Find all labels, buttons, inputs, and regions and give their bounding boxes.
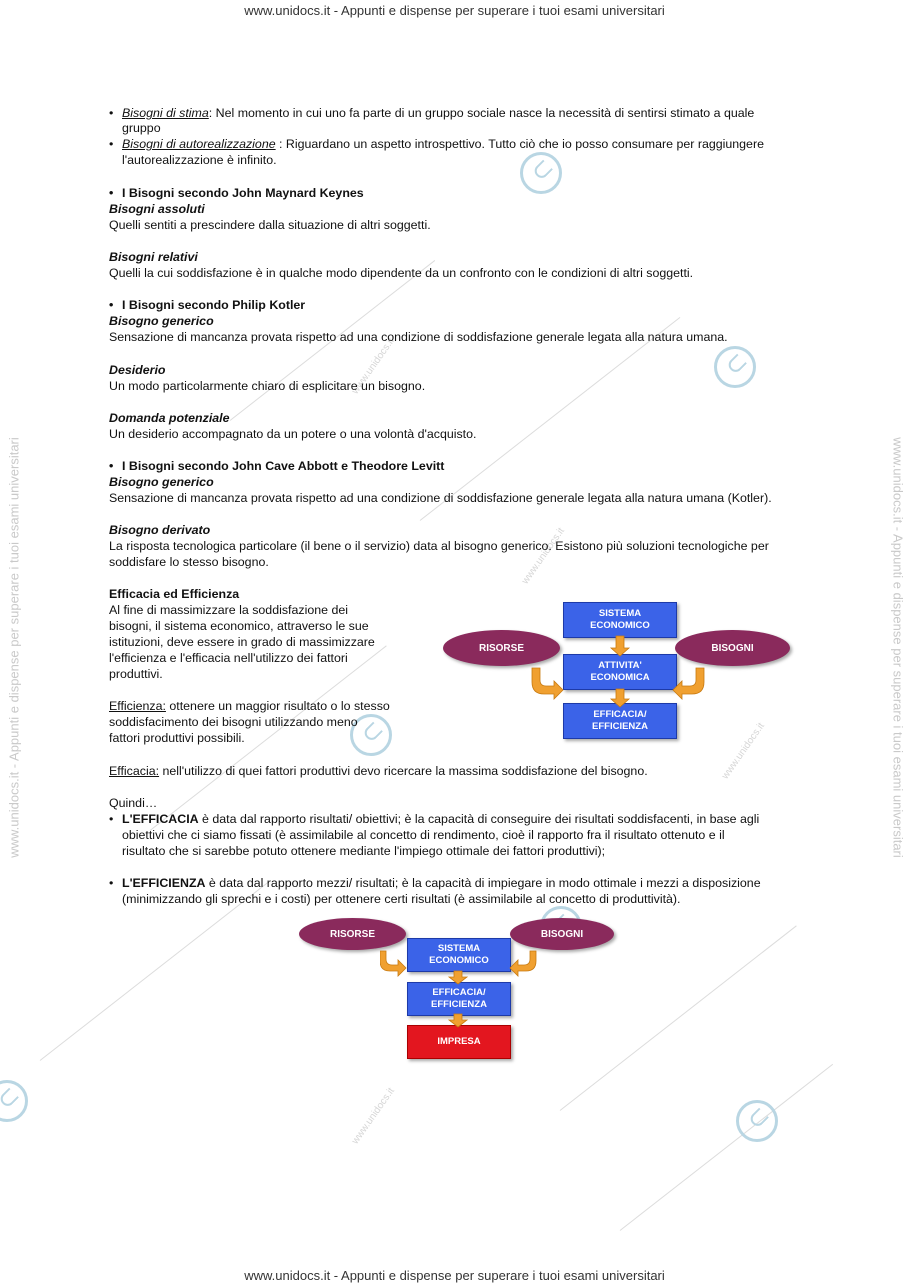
efficacia-text: nell'utilizzo di quei fattori produttivi devo ricercare la massima soddisfazione del bisogno. bbox=[159, 764, 648, 778]
ee-paragraph-line: bisogni, il sistema economico, attraverso le sue bbox=[109, 619, 369, 633]
efficienza-definition: (minimizzando gli sprechi e i costi) per ottenere certi risultati (è assimilabile al concetto di produttività). bbox=[122, 892, 681, 906]
generico-term: Bisogno generico bbox=[109, 314, 214, 328]
unidocs-logo-icon bbox=[727, 1091, 786, 1150]
efficacia-efficienza-box: EFFICACIA/ EFFICIENZA bbox=[407, 982, 511, 1016]
arrow-icon bbox=[532, 668, 563, 699]
sistema-economico-box: SISTEMA ECONOMICO bbox=[563, 602, 677, 638]
stima-text: : Nel momento in cui uno fa parte di un gruppo sociale nasce la necessità di sentirsi stimato a quale bbox=[208, 106, 755, 120]
stima-term: Bisogni di stima bbox=[122, 106, 209, 120]
efficacia-caps: L'EFFICACIA bbox=[122, 812, 199, 826]
desiderio-term: Desiderio bbox=[109, 363, 166, 377]
efficacia-efficienza-box: EFFICACIA/ EFFICIENZA bbox=[563, 703, 677, 739]
bullet: • bbox=[109, 812, 114, 826]
arrow-icon bbox=[449, 971, 467, 984]
efficienza-text: fattori produttivi possibili. bbox=[109, 731, 245, 745]
page-header: www.unidocs.it - Appunti e dispense per superare i tuoi esami universitari bbox=[244, 3, 665, 18]
watermark-line bbox=[560, 925, 797, 1110]
impresa-box: IMPRESA bbox=[407, 1025, 511, 1059]
kotler-heading: I Bisogni secondo Philip Kotler bbox=[122, 298, 306, 312]
risorse-ellipse: RISORSE bbox=[443, 630, 560, 666]
page-footer: www.unidocs.it - Appunti e dispense per superare i tuoi esami universitari bbox=[244, 1268, 665, 1283]
derivato-text-1: La risposta tecnologica particolare (il bene o il servizio) data al bisogno generico. Esistono più soluzioni tecnologiche per bbox=[109, 539, 769, 553]
domanda-text: Un desiderio accompagnato da un potere o una volontà d'acquisto. bbox=[109, 427, 477, 441]
unidocs-logo-icon bbox=[0, 1071, 37, 1130]
ee-paragraph-line: Al fine di massimizzare la soddisfazione dei bbox=[109, 603, 348, 617]
efficienza-caps: L'EFFICIENZA bbox=[122, 876, 206, 890]
efficienza-text: ottenere un maggior risultato o lo stesso bbox=[165, 699, 390, 713]
generico-text: Sensazione di mancanza provata rispetto ad una condizione di soddisfazione generale legata alla natura umana. bbox=[109, 330, 728, 344]
watermark-line bbox=[40, 882, 269, 1061]
domanda-term: Domanda potenziale bbox=[109, 411, 230, 425]
generico2-term: Bisogno generico bbox=[109, 475, 214, 489]
abbott-heading: I Bisogni secondo John Cave Abbott e Theodore Levitt bbox=[122, 459, 445, 473]
stima-text-2: gruppo bbox=[122, 121, 161, 135]
efficacia-definition: risultato che si sarebbe potuto ottenere mediante l'impiego ottimale dei fattori produttivi); bbox=[122, 844, 606, 858]
bisogni-ellipse: BISOGNI bbox=[510, 918, 614, 950]
arrow-icon bbox=[673, 668, 704, 699]
efficienza-term: Efficienza: bbox=[109, 699, 166, 713]
efficacia-term: Efficacia: bbox=[109, 764, 160, 778]
assoluti-text: Quelli sentiti a prescindere dalla situazione di altri soggetti. bbox=[109, 218, 431, 232]
autorealizzazione-term: Bisogni di autorealizzazione bbox=[122, 137, 276, 151]
generico2-text: Sensazione di mancanza provata rispetto ad una condizione di soddisfazione generale legata alla natura umana (Kotler). bbox=[109, 491, 772, 505]
arrow-icon bbox=[611, 636, 629, 656]
side-watermark-right: www.unidocs.it - Appunti e dispense per superare i tuoi esami universitari bbox=[890, 437, 906, 858]
efficacia-definition: è data dal rapporto risultati/ obiettivi; è la capacità di conseguire dei risultati soddisfacenti, in base agli bbox=[198, 812, 760, 826]
bullet: • bbox=[109, 298, 114, 312]
side-watermark-left: www.unidocs.it - Appunti e dispense per superare i tuoi esami universitari bbox=[6, 437, 22, 858]
risorse-ellipse: RISORSE bbox=[299, 918, 406, 950]
derivato-text-2: soddisfare lo stesso bisogno. bbox=[109, 555, 269, 569]
diagonal-watermark: www.unidocs.it bbox=[720, 720, 767, 782]
desiderio-text: Un modo particolarmente chiaro di esplicitare un bisogno. bbox=[109, 379, 426, 393]
bullet: • bbox=[109, 106, 114, 120]
bisogni-ellipse: BISOGNI bbox=[675, 630, 790, 666]
arrow-icon bbox=[611, 689, 629, 707]
autorealizzazione-text-2: l'autorealizzazione è infinito. bbox=[122, 153, 277, 167]
arrow-icon bbox=[449, 1014, 467, 1027]
bullet: • bbox=[109, 186, 114, 200]
quindi-text: Quindi… bbox=[109, 796, 158, 810]
ee-paragraph-line: l'efficienza e l'efficacia nell'utilizzo dei fattori bbox=[109, 651, 348, 665]
diagram1-arrows bbox=[440, 596, 800, 746]
efficacia-definition: obiettivi che ci siamo fissati (è assimilabile al concetto di rendimento, cioè il rapporto fra il risultato ottenuto e il bbox=[122, 828, 725, 842]
arrow-icon bbox=[510, 951, 536, 976]
diagonal-watermark: www.unidocs.it bbox=[350, 1085, 397, 1147]
watermark-line bbox=[620, 1064, 833, 1231]
ee-paragraph-line: produttivi. bbox=[109, 667, 163, 681]
sistema-economico-box: SISTEMA ECONOMICO bbox=[407, 938, 511, 972]
ee-heading: Efficacia ed Efficienza bbox=[109, 587, 240, 601]
bullet: • bbox=[109, 459, 114, 473]
relativi-term: Bisogni relativi bbox=[109, 250, 198, 264]
autorealizzazione-text: : Riguardano un aspetto introspettivo. Tutto ciò che io posso consumare per raggiungere bbox=[275, 137, 764, 151]
diagram2-arrows bbox=[380, 945, 540, 1035]
efficienza-text: soddisfacimento dei bisogni utilizzando meno bbox=[109, 715, 358, 729]
ee-paragraph-line: istituzioni, deve essere in grado di massimizzare bbox=[109, 635, 375, 649]
assoluti-term: Bisogni assoluti bbox=[109, 202, 205, 216]
keynes-heading: I Bisogni secondo John Maynard Keynes bbox=[122, 186, 364, 200]
derivato-term: Bisogno derivato bbox=[109, 523, 211, 537]
bullet: • bbox=[109, 137, 114, 151]
relativi-text: Quelli la cui soddisfazione è in qualche modo dipendente da un confronto con le condizioni di altri soggetti. bbox=[109, 266, 694, 280]
unidocs-logo-icon bbox=[705, 337, 764, 396]
attivita-economica-box: ATTIVITA' ECONOMICA bbox=[563, 654, 677, 690]
diagonal-watermark: www.unidocs.it bbox=[350, 335, 397, 397]
bullet: • bbox=[109, 876, 114, 890]
arrow-icon bbox=[380, 951, 406, 976]
diagonal-watermark: www.unidocs.it bbox=[520, 525, 567, 587]
efficienza-definition: è data dal rapporto mezzi/ risultati; è la capacità di impiegare in modo ottimale i mezzi a disposizione bbox=[205, 876, 761, 890]
